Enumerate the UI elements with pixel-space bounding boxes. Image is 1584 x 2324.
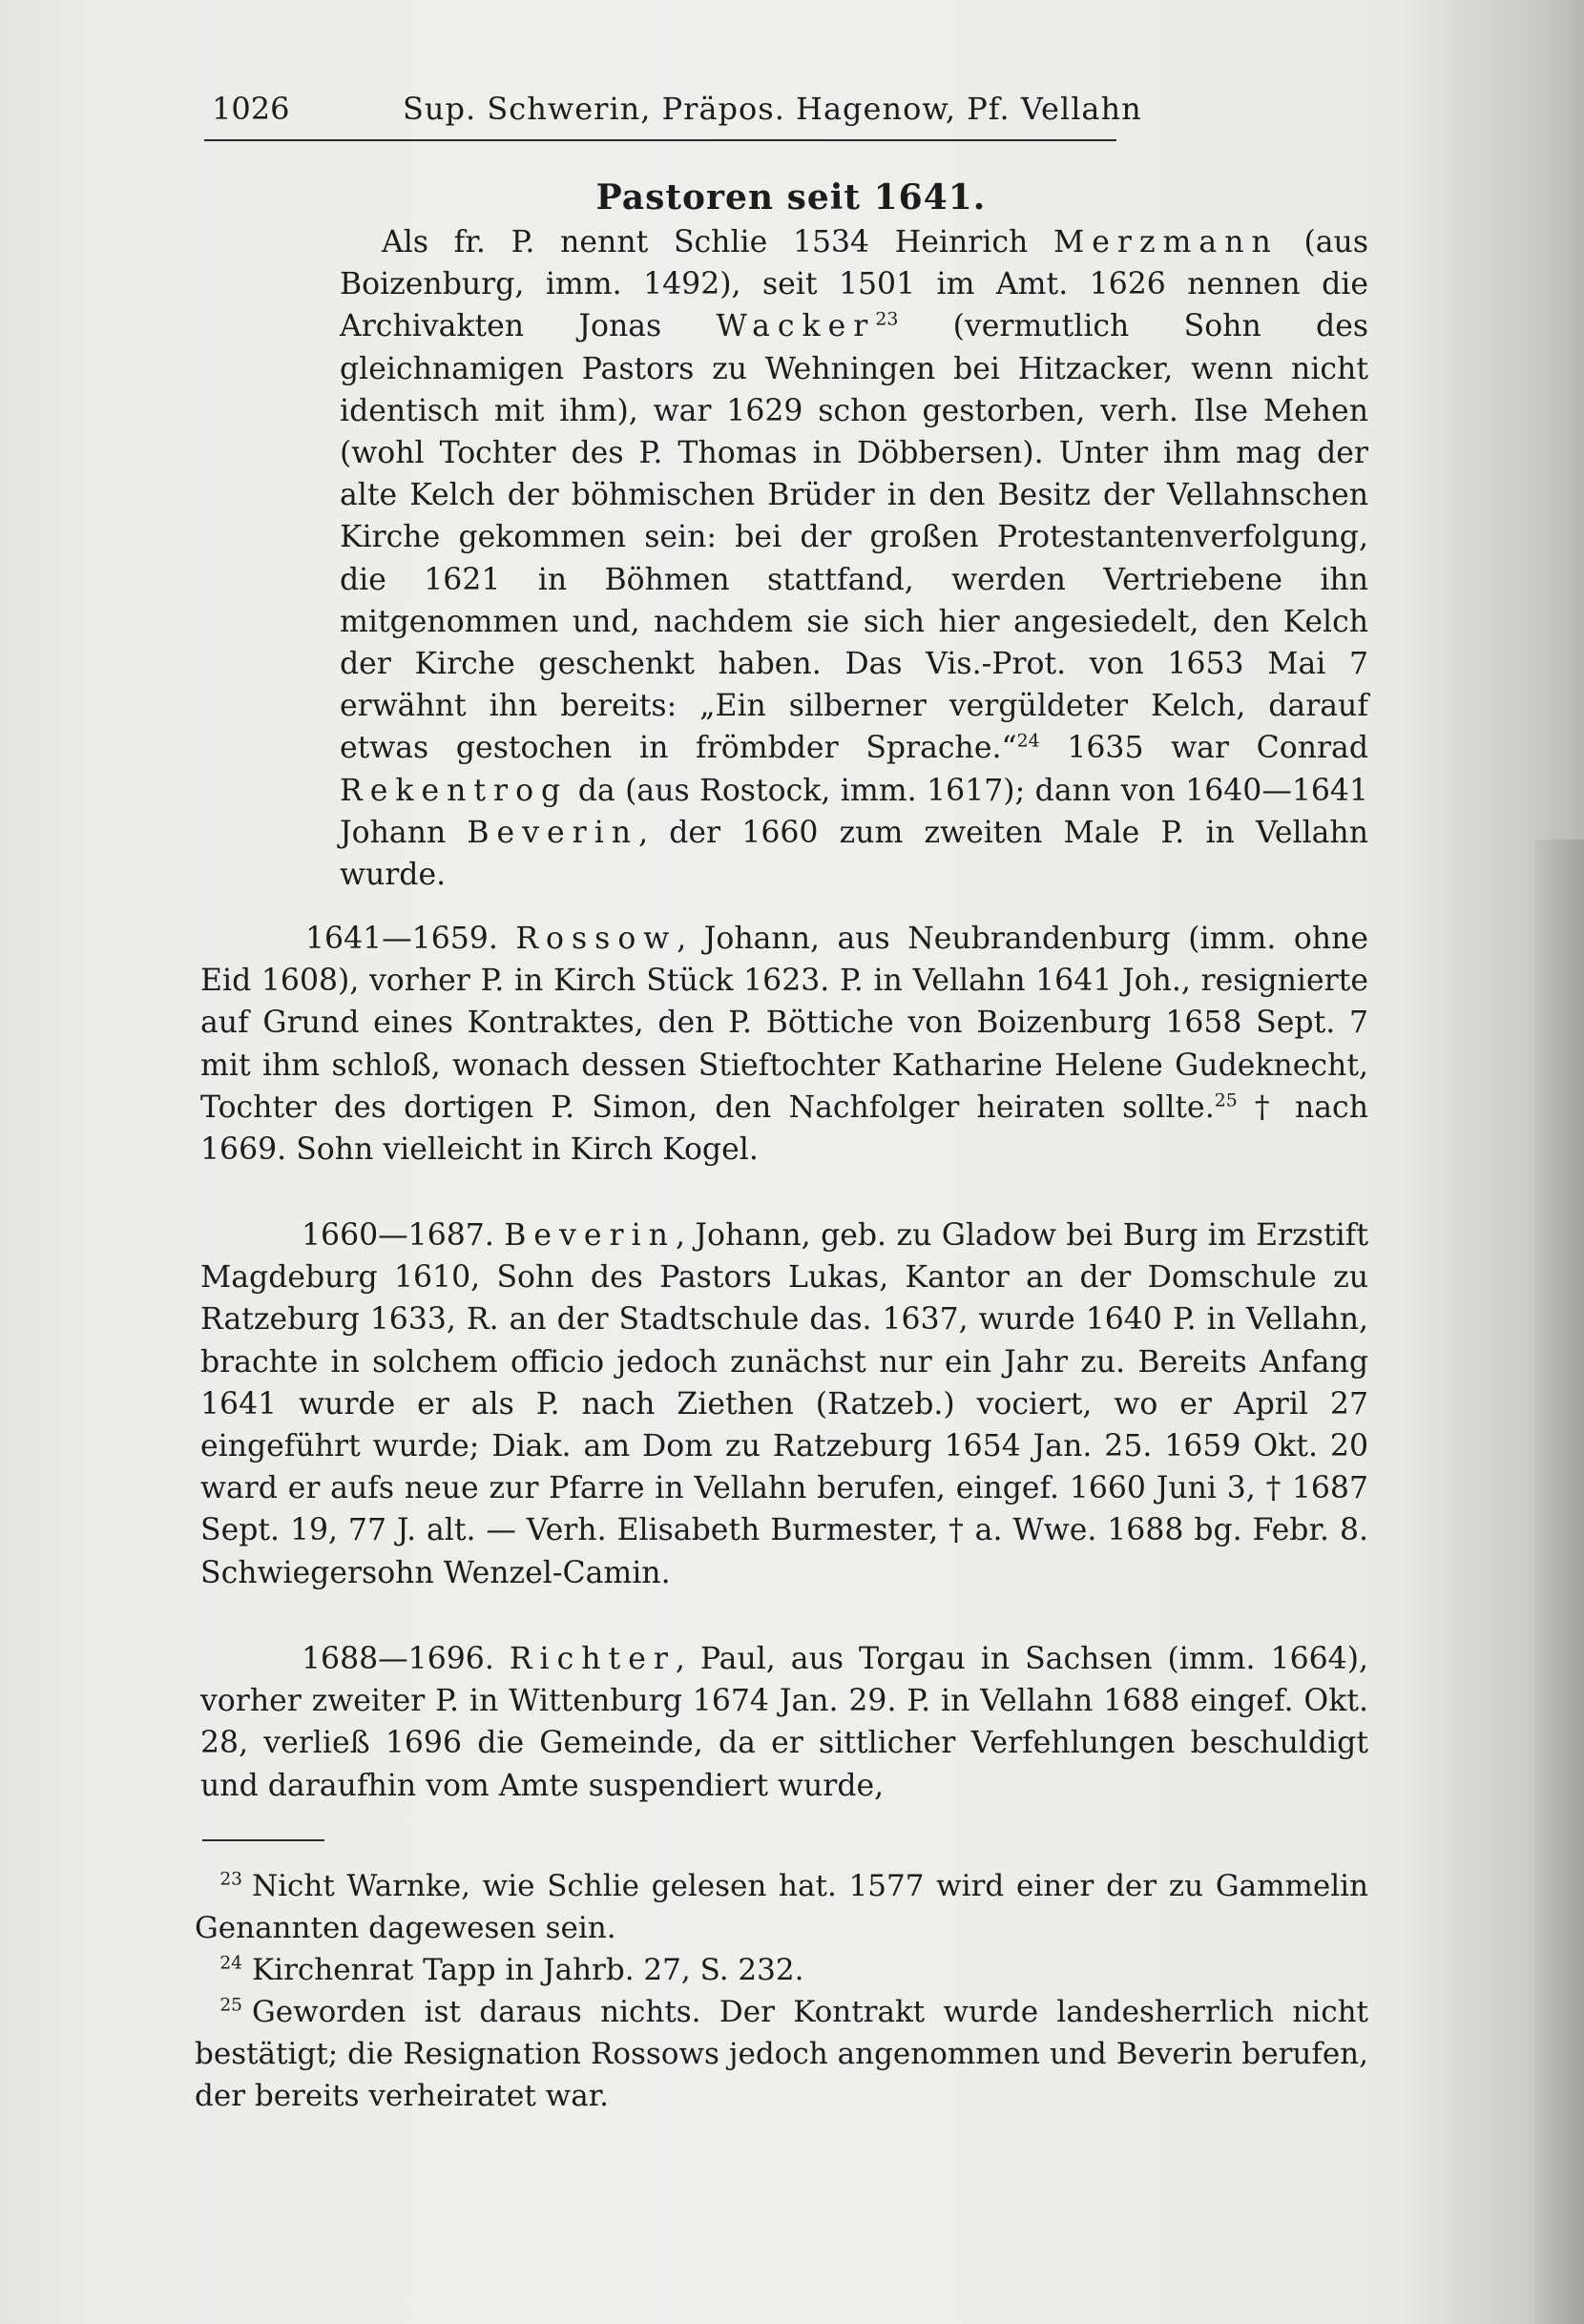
entry-beverin: 1660—1687. Beverin, Johann, geb. zu Gladow bei Burg im Erzstift Magdeburg 1610, Sohn des Pastors Lukas, Kantor an der Domschule zu Ratzeburg 1633, R. an der Stadtschule das. 1637, wurde 1640 P. in Vellahn, brachte in solchem officio jedoch zunächst nur ein Jahr zu. Bereits Anfang 1641 wurde er als P. nach Ziethen (Ratzeb.) vociert, wo er April 27 eingeführt wurde; Diak. am Dom zu Ratzeburg 1654 Jan. 25. 1659 Okt. 20 ward er aufs neue zur Pfarre in Vellahn berufen, eingef. 1660 Juni 3, † 1687 Sept. 19, 77 J. alt. — Verh. Elisabeth Burmester, † a. Wwe. 1688 bg. Febr. 8. Schwiegersohn Wenzel-Camin. xyxy=(200,1218,1368,1590)
name-beverin: Beverin xyxy=(467,815,639,850)
footnote-24: $^{24}$ Kirchenrat Tapp in Jahrb. 27, S. 232. xyxy=(219,1953,804,1987)
section-title: Pastoren seit 1641. xyxy=(595,177,987,218)
running-title: Sup. Schwerin, Präpos. Hagenow, Pf. Vellahn xyxy=(403,91,1142,127)
name-rekentrog: Rekentrog xyxy=(340,773,569,808)
footnote-25: $^{25}$ Geworden ist daraus nichts. Der Kontrakt wurde landesherrlich nicht bestätigt; die Resignation Rossows jedoch angenommen und Beverin berufen, der bereits verheiratet war. xyxy=(195,1995,1368,2113)
footnote-rule xyxy=(202,1839,324,1841)
page-number: 1026 xyxy=(212,91,290,127)
name-wacker: Wacker xyxy=(716,309,876,344)
name-beverin-entry: Beverin xyxy=(504,1218,676,1253)
header-rule xyxy=(204,139,1116,141)
page-header xyxy=(212,82,1242,135)
name-richter: Richter xyxy=(509,1642,676,1676)
entry-richter: 1688—1696. Richter, Paul, aus Torgau in Sachsen (imm. 1664), vorher zweiter P. in Wittenburg 1674 Jan. 29. P. in Vellahn 1688 eingef. Okt. 28, verließ 1696 die Gemeinde, da er sittlicher Verfehlungen beschuldigt und daraufhin vom Amte suspendiert wurde, xyxy=(200,1642,1368,1803)
page-edge-shadow xyxy=(1534,840,1584,2324)
name-rossow: Rossow xyxy=(515,922,677,956)
footnote-ref-25: 25 xyxy=(1214,1089,1238,1111)
footnote-23: $^{23}$ Nicht Warnke, wie Schlie gelesen hat. 1577 wird einer der zu Gammelin Genannten dagewesen sein. xyxy=(195,1869,1368,1945)
name-merzmann: Merzmann xyxy=(1053,225,1279,259)
paragraph-early-pastors: Als fr. P. nennt Schlie 1534 Heinrich Merzmann (aus Boizenburg, imm. 1492), seit 1501 im Amt. 1626 nennen die Archivakten Jonas Wacker$^{23}$ (vermutlich Sohn des gleichnamigen Pastors zu Wehningen bei Hitzacker, wenn nicht identisch mit ihm), war 1629 schon gestorben, verh. Ilse Mehen (wohl Tochter des P. Thomas in Döbbersen). Unter ihm mag der alte Kelch der böhmischen Brüder in den Besitz der Vellahnschen Kirche gekommen sein: bei der großen Protestantenverfolgung, die 1621 in Böhmen stattfand, werden Vertriebene ihn mitgenommen und, nachdem sie sich hier angesiedelt, den Kelch der Kirche geschenkt haben. Das Vis.-Prot. von 1653 Mai 7 erwähnt ihn bereits: „Ein silberner vergüldeter Kelch, darauf etwas gestochen in frömbder Sprache.“$^{24}$ 1635 war Conrad Rekentrog da (aus Rostock, imm. 1617); dann von 1640—1641 Johann Beverin, der 1660 zum zweiten Male P. in Vellahn wurde. xyxy=(340,225,1368,893)
entry-rossow: 1641—1659. Rossow, Johann, aus Neubrandenburg (imm. ohne Eid 1608), vorher P. in Kirch Stück 1623. P. in Vellahn 1641 Joh., resignierte auf Grund eines Kontraktes, den P. Böttiche von Boizenburg 1658 Sept. 7 mit ihm schloß, wonach dessen Stieftochter Katharine Helene Gudeknecht, Tochter des dortigen P. Simon, den Nachfolger heiraten sollte.$^{25}$ † nach 1669. Sohn vielleicht in Kirch Kogel. xyxy=(200,922,1369,1168)
footnote-ref-24: 24 xyxy=(1016,730,1040,752)
footnote-ref-23: 23 xyxy=(875,308,899,330)
